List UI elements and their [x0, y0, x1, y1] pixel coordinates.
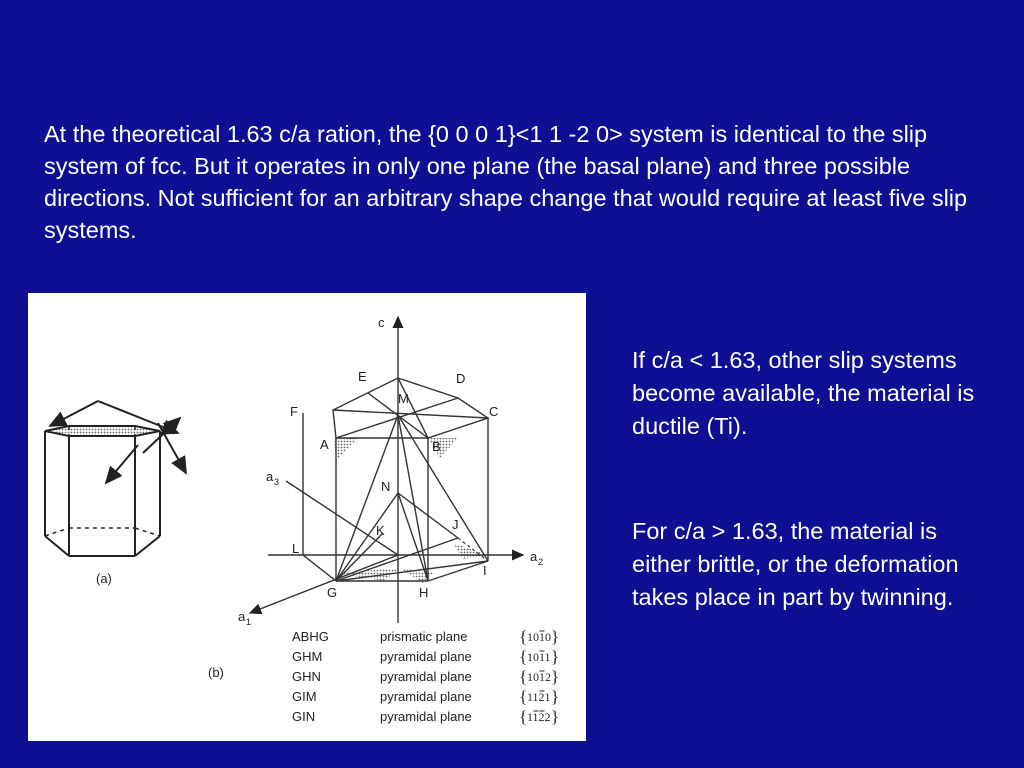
brace-right: } — [551, 647, 560, 666]
miller-index: 1122 — [527, 710, 551, 724]
point-d-label: D — [456, 371, 466, 386]
point-g-label: G — [327, 585, 338, 600]
axis-a1-label: a — [238, 609, 246, 624]
point-h-label: H — [419, 585, 429, 600]
miller-index: 1121 — [527, 690, 551, 704]
miller-index: 1011 — [527, 650, 551, 664]
point-f-label: F — [290, 404, 298, 419]
brace-left: { — [519, 647, 528, 666]
axis-a3-subscript: 3 — [274, 477, 280, 487]
hcp-slip-figure — [28, 293, 586, 741]
point-a-label: A — [320, 437, 329, 452]
brace-left: { — [519, 667, 528, 686]
plane-row — [292, 627, 559, 646]
plane-row — [292, 707, 559, 726]
plane-name: ABHG — [292, 629, 329, 644]
point-j-label: J — [452, 517, 459, 532]
brace-right: } — [551, 707, 560, 726]
point-l-label: L — [292, 541, 300, 556]
hcp-slip-diagram — [28, 293, 586, 741]
panel-a-prism — [45, 401, 186, 556]
panel-b-cell — [238, 315, 543, 627]
axis-a2-subscript: 2 — [538, 557, 544, 567]
plane-name: GIN — [292, 709, 316, 724]
plane-row — [292, 667, 559, 686]
brace-left: { — [519, 627, 528, 646]
plane-name: GIM — [292, 689, 317, 704]
axis-c-label: c — [378, 315, 385, 330]
plane-row — [292, 647, 559, 666]
plane-type: pyramidal plane — [380, 689, 472, 704]
point-i-label: I — [483, 563, 487, 578]
plane-type: pyramidal plane — [380, 709, 472, 724]
point-c-label: C — [489, 404, 499, 419]
basal-plane-shading — [45, 426, 160, 436]
point-b-label: B — [432, 439, 441, 454]
axis-a3-label: a — [266, 469, 274, 484]
point-e-label: E — [358, 369, 367, 384]
point-n-label: N — [381, 479, 391, 494]
panel-a-label: (a) — [96, 571, 112, 586]
shade-abhg-top — [334, 438, 358, 461]
brace-right: } — [551, 687, 560, 706]
brace-left: { — [519, 687, 528, 706]
brace-right: } — [551, 667, 560, 686]
plane-type: pyramidal plane — [380, 649, 472, 664]
plane-type: pyramidal plane — [380, 669, 472, 684]
point-k-label: K — [376, 523, 385, 538]
plane-name: GHM — [292, 649, 323, 664]
miller-index: 1010 — [527, 630, 551, 644]
plane-row — [292, 687, 559, 706]
plane-table — [292, 627, 559, 726]
intro-paragraph: At the theoretical 1.63 c/a ration, the {0 0 0 1}<1 1 -2 0> system is identical to the slip system of fcc. But it operates in only one plane (the basal plane) and three possible directions. Not sufficient for an arbitrary shape change that would require at least five slip systems. — [44, 121, 968, 243]
axis-a1-subscript: 1 — [246, 617, 252, 627]
side-paragraph-ductile: If c/a < 1.63, other slip systems become available, the material is ductile (Ti). — [632, 347, 975, 439]
brace-left: { — [519, 707, 528, 726]
point-m-label: M — [398, 391, 409, 406]
plane-type: prismatic plane — [380, 629, 468, 644]
plane-name: GHN — [292, 669, 321, 684]
miller-index: 1012 — [527, 670, 551, 684]
side-paragraph-brittle: For c/a > 1.63, the material is either brittle, or the deformation takes place in part by twinning. — [632, 518, 959, 610]
axis-a2-label: a — [530, 549, 538, 564]
brace-right: } — [551, 627, 560, 646]
panel-b-label: (b) — [208, 665, 224, 680]
